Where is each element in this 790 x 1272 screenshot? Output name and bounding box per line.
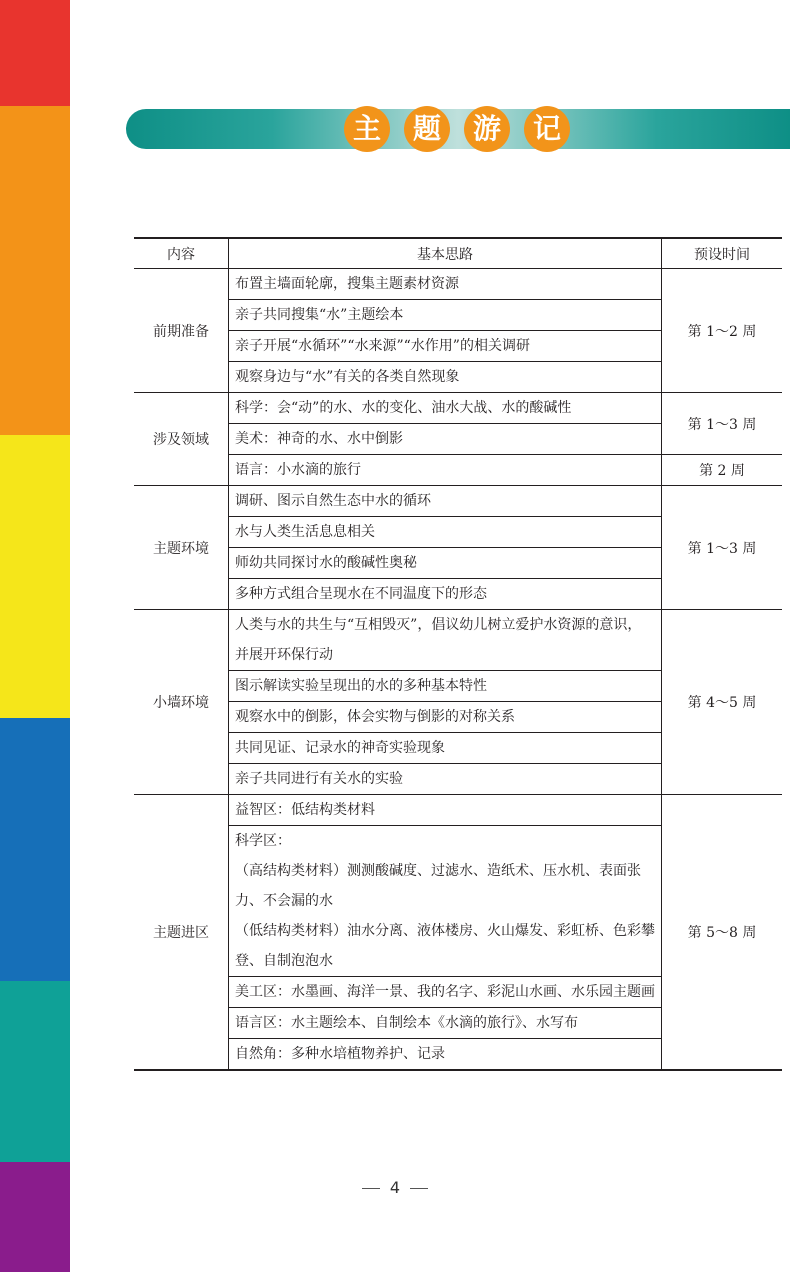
title-char: 主 xyxy=(344,106,390,152)
idea-cell: 亲子共同搜集“水”主题绘本 xyxy=(229,300,662,331)
strip-orange xyxy=(0,106,70,435)
idea-cell: 布置主墙面轮廓，搜集主题素材资源 xyxy=(229,269,662,300)
plan-table xyxy=(134,237,782,1071)
idea-cell: 共同见证、记录水的神奇实验现象 xyxy=(229,733,662,764)
idea-cell: 亲子开展“水循环”“水来源”“水作用”的相关调研 xyxy=(229,331,662,362)
idea-cell: 调研、图示自然生态中水的循环 xyxy=(229,486,662,517)
science-area-label: 科学区： xyxy=(235,833,291,849)
page-number-text: 4 xyxy=(389,1178,401,1197)
dash-right xyxy=(410,1188,428,1189)
table-row xyxy=(134,486,782,517)
idea-cell: 水与人类生活息息相关 xyxy=(229,517,662,548)
idea-cell: 多种方式组合呈现水在不同温度下的形态 xyxy=(229,579,662,610)
strip-blue xyxy=(0,718,70,981)
page-number xyxy=(0,1178,790,1197)
idea-cell: 美工区：水墨画、海洋一景、我的名字、彩泥山水画、水乐园主题画 xyxy=(229,977,662,1008)
idea-cell: 图示解读实验呈现出的水的多种基本特性 xyxy=(229,671,662,702)
table-row xyxy=(134,795,782,826)
title-char: 记 xyxy=(524,106,570,152)
header-time: 预设时间 xyxy=(662,238,783,269)
idea-cell: 美术：神奇的水、水中倒影 xyxy=(229,424,662,455)
strip-yellow xyxy=(0,435,70,718)
table-header-row xyxy=(134,238,782,269)
section-name: 主题环境 xyxy=(134,486,229,610)
time-cell: 第 1～3 周 xyxy=(662,393,783,455)
section-name: 小墙环境 xyxy=(134,610,229,795)
time-cell: 第 1～3 周 xyxy=(662,486,783,610)
title-char: 题 xyxy=(404,106,450,152)
table-row xyxy=(134,610,782,671)
idea-cell: 科学：会“动”的水、水的变化、油水大战、水的酸碱性 xyxy=(229,393,662,424)
time-cell: 第 4～5 周 xyxy=(662,610,783,795)
idea-cell: 自然角：多种水培植物养护、记录 xyxy=(229,1039,662,1071)
title-chars xyxy=(344,106,570,152)
section-name: 主题进区 xyxy=(134,795,229,1071)
color-strip xyxy=(0,0,70,1272)
idea-cell: 人类与水的共生与“互相毁灭”，倡议幼儿树立爱护水资源的意识，并展开环保行动 xyxy=(229,610,662,671)
table-row xyxy=(134,393,782,424)
idea-cell: 语言区：水主题绘本、自制绘本《水滴的旅行》、水写布 xyxy=(229,1008,662,1039)
section-name: 涉及领域 xyxy=(134,393,229,486)
dash-left xyxy=(362,1188,380,1189)
time-cell: 第 1～2 周 xyxy=(662,269,783,393)
table-row xyxy=(134,269,782,300)
idea-cell: 益智区：低结构类材料 xyxy=(229,795,662,826)
table-row xyxy=(134,455,782,486)
idea-cell-science xyxy=(229,826,662,977)
time-cell: 第 5～8 周 xyxy=(662,795,783,1071)
section-name: 前期准备 xyxy=(134,269,229,393)
idea-cell: 师幼共同探讨水的酸碱性奥秘 xyxy=(229,548,662,579)
idea-cell: 语言：小水滴的旅行 xyxy=(229,455,662,486)
idea-cell: 观察水中的倒影，体会实物与倒影的对称关系 xyxy=(229,702,662,733)
idea-cell: 观察身边与“水”有关的各类自然现象 xyxy=(229,362,662,393)
science-high-structure: （高结构类材料）测测酸碱度、过滤水、造纸术、压水机、表面张力、不会漏的水 xyxy=(235,863,641,909)
strip-red xyxy=(0,0,70,106)
time-cell: 第 2 周 xyxy=(662,455,783,486)
header-content: 内容 xyxy=(134,238,229,269)
science-low-structure: （低结构类材料）油水分离、液体楼房、火山爆发、彩虹桥、色彩攀登、自制泡泡水 xyxy=(235,923,655,969)
idea-cell: 亲子共同进行有关水的实验 xyxy=(229,764,662,795)
strip-teal xyxy=(0,981,70,1162)
header-idea: 基本思路 xyxy=(229,238,662,269)
title-char: 游 xyxy=(464,106,510,152)
